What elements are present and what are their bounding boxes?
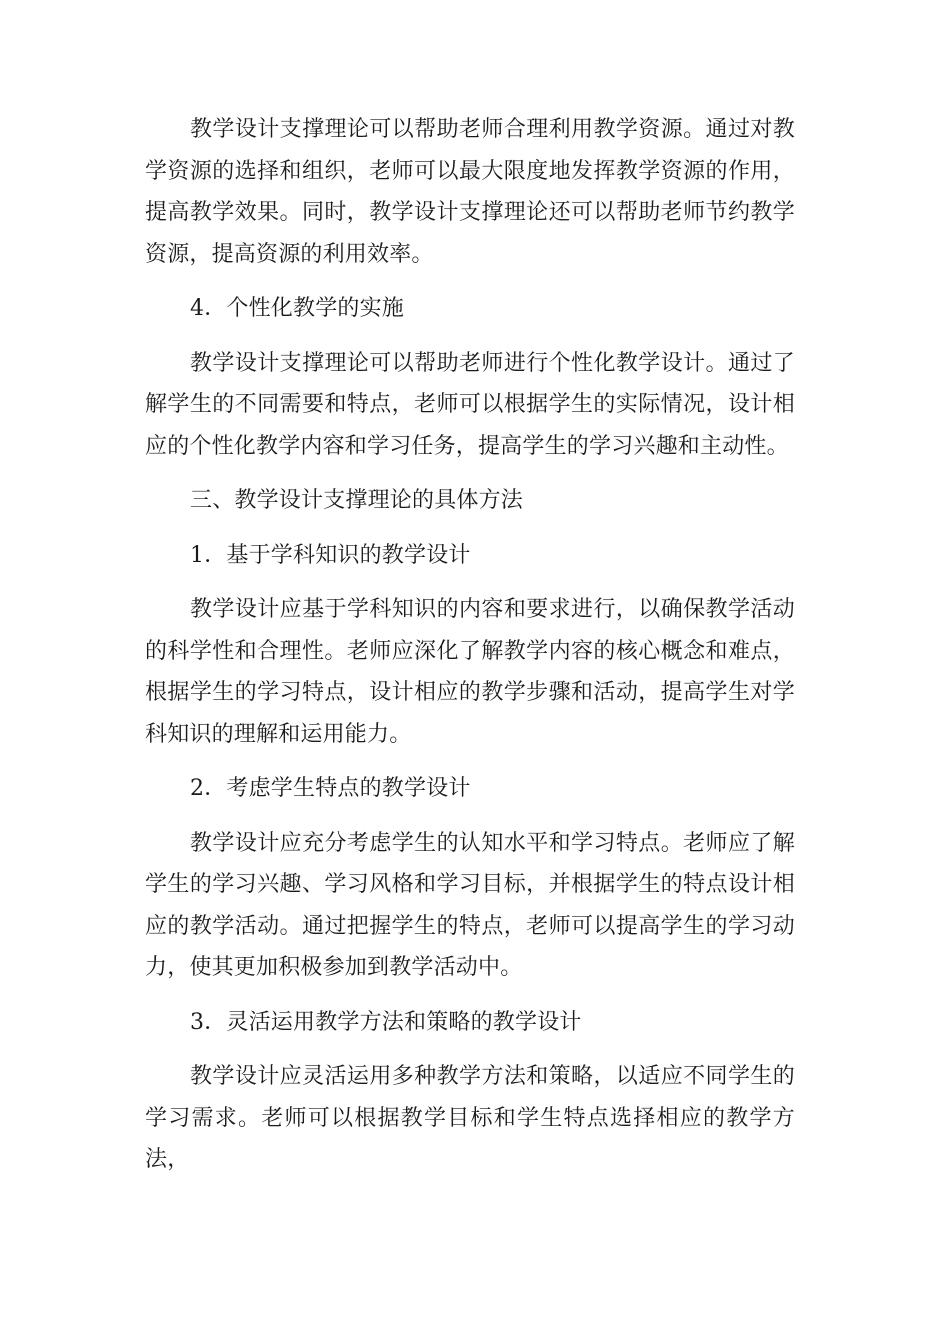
paragraph-subject-knowledge: 教学设计应基于学科知识的内容和要求进行，以确保教学活动的科学性和合理性。老师应深化了解教学内容的核心概念和难点，根据学生的学习特点，设计相应的教学步骤和活动，提高学生对学科知识的理解和运用能力。 bbox=[145, 597, 795, 747]
heading-student-characteristics: 2．考虑学生特点的教学设计 bbox=[190, 776, 471, 801]
document-body bbox=[145, 109, 795, 1194]
section-heading-methods: 三、教学设计支撑理论的具体方法 bbox=[190, 488, 524, 513]
paragraph-student-characteristics: 教学设计应充分考虑学生的认知水平和学习特点。老师应了解学生的学习兴趣、学习风格和学习目标，并根据学生的特点设计相应的教学活动。通过把握学生的特点，老师可以提高学生的学习动力，使其更加积极参加到教学活动中。 bbox=[145, 830, 795, 980]
paragraph-resource-use: 教学设计支撑理论可以帮助老师合理利用教学资源。通过对教学资源的选择和组织，老师可以最大限度地发挥教学资源的作用，提高教学效果。同时，教学设计支撑理论还可以帮助老师节约教学资源，提高资源的利用效率。 bbox=[145, 117, 795, 267]
heading-flexible-methods: 3．灵活运用教学方法和策略的教学设计 bbox=[190, 1009, 582, 1035]
heading-personalized-teaching: 4．个性化教学的实施 bbox=[190, 296, 404, 321]
paragraph-flexible-methods: 教学设计应灵活运用多种教学方法和策略，以适应不同学生的学习需求。老师可以根据教学目标和学生特点选择相应的教学方法， bbox=[145, 1064, 795, 1172]
heading-subject-knowledge: 1．基于学科知识的教学设计 bbox=[190, 542, 471, 568]
paragraph-personalized-teaching: 教学设计支撑理论可以帮助老师进行个性化教学设计。通过了解学生的不同需要和特点，老师可以根据学生的实际情况，设计相应的个性化教学内容和学习任务，提高学生的学习兴趣和主动性。 bbox=[145, 350, 795, 459]
